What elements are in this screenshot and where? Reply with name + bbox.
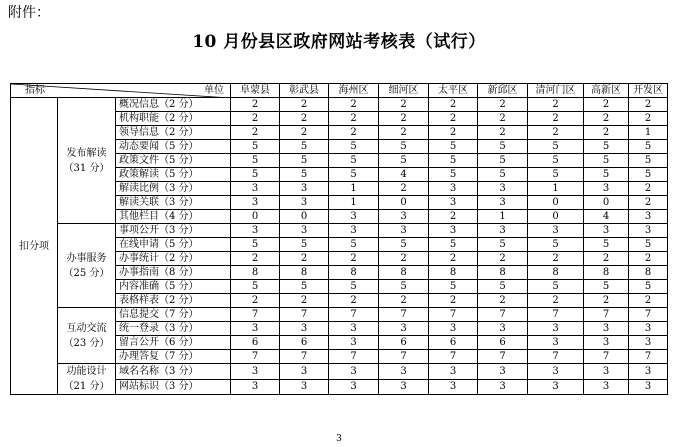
score-cell: 0	[231, 210, 280, 224]
score-cell: 1	[329, 196, 379, 210]
score-cell: 5	[329, 238, 379, 252]
table-body	[11, 84, 668, 395]
section-name: 办事服务	[66, 252, 107, 264]
score-cell: 3	[280, 196, 329, 210]
score-cell: 5	[429, 168, 478, 182]
score-cell: 3	[379, 322, 429, 336]
item-cell: 在线申请（5 分）	[116, 238, 231, 252]
score-cell: 7	[528, 308, 584, 322]
section-cell	[58, 98, 116, 224]
score-cell: 6	[379, 336, 429, 350]
score-cell: 2	[584, 126, 629, 140]
score-cell: 5	[528, 168, 584, 182]
score-cell: 5	[429, 140, 478, 154]
score-cell: 5	[584, 154, 629, 168]
score-cell: 5	[629, 140, 668, 154]
header-unit-name: 阜蒙县	[231, 84, 280, 98]
score-cell: 5	[379, 154, 429, 168]
score-cell: 3	[329, 379, 379, 395]
score-cell: 2	[231, 112, 280, 126]
score-cell: 3	[478, 364, 528, 380]
score-cell: 2	[379, 126, 429, 140]
score-cell: 1	[629, 126, 668, 140]
assessment-table	[10, 83, 668, 395]
score-cell: 2	[528, 98, 584, 112]
score-cell: 3	[584, 379, 629, 395]
score-cell: 5	[379, 140, 429, 154]
item-cell: 信息提交（7 分）	[116, 308, 231, 322]
score-cell: 5	[584, 280, 629, 294]
score-cell: 2	[379, 294, 429, 308]
score-cell: 7	[379, 350, 429, 364]
score-cell: 3	[429, 224, 478, 238]
score-cell: 2	[280, 252, 329, 266]
score-cell: 6	[231, 336, 280, 350]
score-cell: 3	[429, 182, 478, 196]
score-cell: 5	[478, 140, 528, 154]
score-cell: 2	[429, 126, 478, 140]
score-cell: 5	[629, 154, 668, 168]
section-name: 功能设计	[66, 366, 107, 377]
score-cell: 3	[429, 364, 478, 380]
score-cell: 2	[379, 98, 429, 112]
score-cell: 5	[478, 238, 528, 252]
score-cell: 3	[629, 210, 668, 224]
score-cell: 3	[231, 224, 280, 238]
item-cell: 留言公开（6 分）	[116, 336, 231, 350]
item-cell: 动态要闻（5 分）	[116, 140, 231, 154]
score-cell: 2	[584, 252, 629, 266]
table-row	[11, 364, 668, 380]
score-cell: 2	[629, 182, 668, 196]
score-cell: 2	[584, 98, 629, 112]
score-cell: 5	[584, 140, 629, 154]
item-cell: 机构职能（2 分）	[116, 112, 231, 126]
score-cell: 2	[478, 112, 528, 126]
score-cell: 3	[280, 322, 329, 336]
score-cell: 2	[429, 294, 478, 308]
score-cell: 7	[629, 308, 668, 322]
header-unit-name: 海州区	[329, 84, 379, 98]
score-cell: 8	[528, 266, 584, 280]
score-cell: 1	[478, 210, 528, 224]
score-cell: 3	[584, 224, 629, 238]
score-cell: 7	[280, 350, 329, 364]
header-indicator-label: 指标	[25, 85, 45, 96]
score-cell: 7	[429, 350, 478, 364]
score-cell: 5	[329, 280, 379, 294]
section-cell	[58, 308, 116, 364]
score-cell: 8	[478, 266, 528, 280]
score-cell: 2	[280, 98, 329, 112]
score-cell: 5	[478, 280, 528, 294]
item-cell: 其他栏目（4 分）	[116, 210, 231, 224]
score-cell: 5	[478, 154, 528, 168]
score-cell: 3	[231, 182, 280, 196]
header-row	[11, 84, 668, 98]
score-cell: 5	[528, 280, 584, 294]
header-unit-name: 细河区	[379, 84, 429, 98]
score-cell: 3	[329, 364, 379, 380]
score-cell: 2	[429, 98, 478, 112]
item-cell: 政策解读（5 分）	[116, 168, 231, 182]
score-cell: 7	[429, 308, 478, 322]
score-cell: 2	[379, 182, 429, 196]
score-cell: 7	[584, 350, 629, 364]
header-unit-name: 新邱区	[478, 84, 528, 98]
item-cell: 内容准确（5 分）	[116, 280, 231, 294]
score-cell: 1	[329, 182, 379, 196]
score-cell: 3	[280, 364, 329, 380]
score-cell: 2	[584, 294, 629, 308]
score-cell: 6	[478, 336, 528, 350]
category-cell: 扣分项	[11, 98, 58, 395]
score-cell: 2	[478, 294, 528, 308]
score-cell: 8	[280, 266, 329, 280]
score-cell: 0	[528, 196, 584, 210]
item-cell: 表格样表（2 分）	[116, 294, 231, 308]
score-cell: 2	[528, 126, 584, 140]
score-cell: 0	[379, 196, 429, 210]
score-cell: 5	[629, 168, 668, 182]
score-cell: 5	[329, 140, 379, 154]
score-cell: 7	[280, 308, 329, 322]
score-cell: 2	[231, 294, 280, 308]
score-cell: 8	[429, 266, 478, 280]
score-cell: 7	[478, 350, 528, 364]
section-score: （31 分）	[63, 162, 110, 174]
header-unit-name: 开发区	[629, 84, 668, 98]
score-cell: 3	[429, 379, 478, 395]
score-cell: 8	[329, 266, 379, 280]
header-unit-name: 清河门区	[528, 84, 584, 98]
score-cell: 8	[584, 266, 629, 280]
section-cell	[58, 364, 116, 395]
score-cell: 3	[280, 182, 329, 196]
attachment-label: 附件：	[8, 5, 50, 21]
score-cell: 5	[528, 238, 584, 252]
item-cell: 政策文件（5 分）	[116, 154, 231, 168]
score-cell: 5	[629, 238, 668, 252]
score-cell: 2	[528, 252, 584, 266]
score-cell: 3	[329, 210, 379, 224]
score-cell: 5	[429, 280, 478, 294]
score-cell: 3	[478, 322, 528, 336]
score-cell: 8	[231, 266, 280, 280]
score-cell: 2	[629, 252, 668, 266]
table-row	[11, 224, 668, 238]
score-cell: 3	[528, 379, 584, 395]
score-cell: 5	[280, 168, 329, 182]
score-cell: 3	[478, 379, 528, 395]
score-cell: 2	[528, 294, 584, 308]
score-cell: 2	[429, 252, 478, 266]
header-unit-name: 彰武县	[280, 84, 329, 98]
score-cell: 3	[429, 196, 478, 210]
score-cell: 3	[231, 322, 280, 336]
score-cell: 2	[329, 98, 379, 112]
item-cell: 办事指南（8 分）	[116, 266, 231, 280]
score-cell: 5	[478, 168, 528, 182]
score-cell: 4	[379, 168, 429, 182]
header-unit-name: 高新区	[584, 84, 629, 98]
score-cell: 2	[528, 112, 584, 126]
score-cell: 5	[329, 154, 379, 168]
item-cell: 解读比例（3 分）	[116, 182, 231, 196]
score-cell: 3	[478, 182, 528, 196]
score-cell: 5	[528, 154, 584, 168]
score-cell: 5	[379, 280, 429, 294]
score-cell: 3	[379, 364, 429, 380]
score-cell: 2	[231, 98, 280, 112]
score-cell: 5	[280, 154, 329, 168]
item-cell: 领导信息（2 分）	[116, 126, 231, 140]
table-row	[11, 308, 668, 322]
score-cell: 5	[379, 238, 429, 252]
score-cell: 5	[231, 140, 280, 154]
score-cell: 2	[280, 294, 329, 308]
score-cell: 2	[379, 112, 429, 126]
score-cell: 3	[329, 224, 379, 238]
score-cell: 3	[629, 336, 668, 350]
score-cell: 2	[429, 210, 478, 224]
score-cell: 3	[329, 336, 379, 350]
score-cell: 3	[629, 379, 668, 395]
score-cell: 7	[329, 308, 379, 322]
score-cell: 2	[629, 294, 668, 308]
score-cell: 2	[379, 252, 429, 266]
score-cell: 2	[478, 252, 528, 266]
page-number: 3	[336, 434, 342, 444]
score-cell: 3	[528, 224, 584, 238]
section-cell	[58, 224, 116, 308]
score-cell: 3	[329, 322, 379, 336]
item-cell: 解读关联（3 分）	[116, 196, 231, 210]
score-cell: 2	[280, 112, 329, 126]
score-cell: 5	[629, 280, 668, 294]
score-cell: 6	[280, 336, 329, 350]
score-cell: 3	[231, 196, 280, 210]
score-cell: 2	[629, 98, 668, 112]
score-cell: 2	[329, 252, 379, 266]
score-cell: 3	[379, 224, 429, 238]
score-cell: 2	[629, 112, 668, 126]
score-cell: 5	[429, 154, 478, 168]
header-unit-name: 太平区	[429, 84, 478, 98]
score-cell: 5	[231, 280, 280, 294]
score-cell: 1	[528, 182, 584, 196]
score-cell: 7	[231, 308, 280, 322]
score-cell: 7	[231, 350, 280, 364]
section-name: 互动交流	[66, 322, 107, 334]
score-cell: 3	[528, 336, 584, 350]
score-cell: 3	[584, 364, 629, 380]
score-cell: 3	[528, 322, 584, 336]
score-cell: 3	[429, 322, 478, 336]
score-cell: 2	[584, 112, 629, 126]
score-cell: 5	[231, 168, 280, 182]
score-cell: 2	[231, 126, 280, 140]
score-cell: 8	[629, 266, 668, 280]
item-cell: 事项公开（3 分）	[116, 224, 231, 238]
section-score: （21 分）	[63, 381, 110, 392]
score-cell: 2	[478, 126, 528, 140]
header-corner-cell	[11, 84, 231, 98]
score-cell: 3	[528, 364, 584, 380]
score-cell: 5	[584, 238, 629, 252]
score-cell: 5	[329, 168, 379, 182]
score-cell: 7	[629, 350, 668, 364]
table-row	[11, 98, 668, 112]
score-cell: 3	[629, 364, 668, 380]
score-cell: 3	[280, 224, 329, 238]
score-cell: 5	[280, 140, 329, 154]
score-cell: 5	[429, 238, 478, 252]
score-cell: 3	[379, 210, 429, 224]
item-cell: 办理答复（7 分）	[116, 350, 231, 364]
score-cell: 2	[231, 252, 280, 266]
score-cell: 3	[379, 379, 429, 395]
score-cell: 3	[231, 364, 280, 380]
section-score: （25 分）	[63, 267, 110, 279]
score-cell: 5	[280, 238, 329, 252]
score-cell: 3	[584, 182, 629, 196]
score-cell: 6	[429, 336, 478, 350]
score-cell: 7	[584, 308, 629, 322]
item-cell: 概况信息（2 分）	[116, 98, 231, 112]
header-unit-label: 单位	[204, 85, 225, 96]
score-cell: 3	[478, 196, 528, 210]
score-cell: 5	[280, 280, 329, 294]
score-cell: 0	[528, 210, 584, 224]
score-cell: 4	[584, 210, 629, 224]
score-cell: 3	[629, 224, 668, 238]
score-cell: 3	[280, 379, 329, 395]
score-cell: 3	[478, 224, 528, 238]
page-title: 10 月份县区政府网站考核表（试行）	[192, 32, 486, 52]
score-cell: 5	[584, 168, 629, 182]
score-cell: 3	[629, 322, 668, 336]
score-cell: 2	[329, 294, 379, 308]
score-cell: 7	[329, 350, 379, 364]
score-cell: 2	[629, 196, 668, 210]
score-cell: 2	[329, 112, 379, 126]
score-cell: 0	[280, 210, 329, 224]
score-cell: 3	[584, 322, 629, 336]
score-cell: 2	[429, 112, 478, 126]
score-cell: 3	[231, 379, 280, 395]
score-cell: 2	[329, 126, 379, 140]
item-cell: 办事统计（2 分）	[116, 252, 231, 266]
section-score: （23 分）	[63, 337, 110, 349]
section-name: 发布解读	[66, 147, 107, 159]
score-cell: 0	[584, 196, 629, 210]
score-cell: 2	[478, 98, 528, 112]
item-cell: 统一登录（3 分）	[116, 322, 231, 336]
score-cell: 7	[478, 308, 528, 322]
score-cell: 2	[280, 126, 329, 140]
item-cell: 网站标识（3 分）	[116, 379, 231, 395]
item-cell: 域名名称（3 分）	[116, 364, 231, 380]
score-cell: 5	[231, 238, 280, 252]
score-cell: 7	[379, 308, 429, 322]
score-cell: 5	[231, 154, 280, 168]
score-cell: 5	[528, 140, 584, 154]
score-cell: 7	[528, 350, 584, 364]
score-cell: 3	[584, 336, 629, 350]
score-cell: 8	[379, 266, 429, 280]
